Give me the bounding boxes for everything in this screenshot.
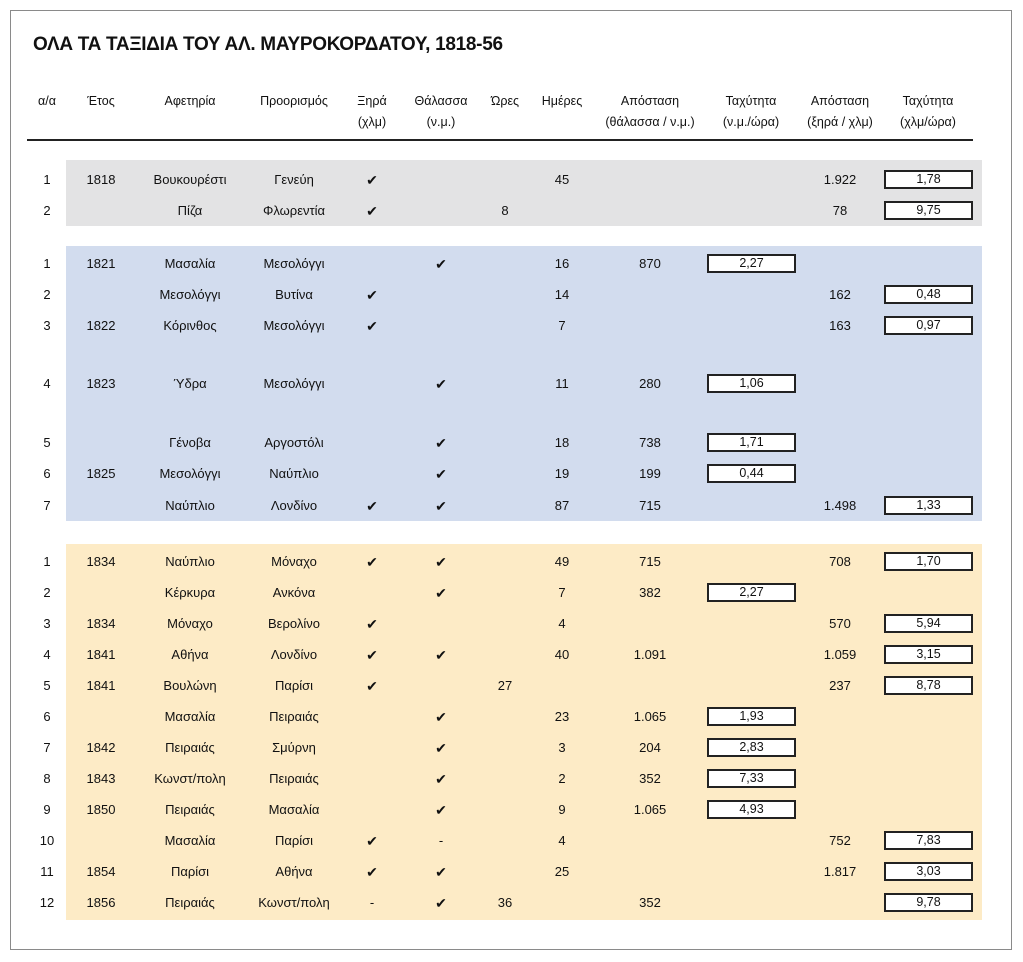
speed-box-land: 7,83 (884, 831, 973, 850)
column-header-line: α/α (38, 94, 56, 108)
cell-days: 45 (554, 172, 570, 187)
column-header-line: Έτος (87, 94, 115, 108)
checkmark-icon: ✔ (366, 833, 378, 849)
checkmark-icon: ✔ (435, 709, 447, 725)
cell-dist-sea: 204 (639, 740, 661, 755)
cell-aa: 1 (43, 172, 51, 187)
cell-dist-land: 1.817 (823, 864, 857, 879)
cell-year: 1834 (86, 616, 116, 631)
checkmark-icon: ✔ (435, 466, 447, 482)
cell-year: 1843 (86, 771, 116, 786)
cell-to: Φλωρεντία (262, 203, 326, 218)
speed-box-land: 3,15 (884, 645, 973, 664)
cell-from: Βουλώνη (163, 678, 217, 693)
speed-box-land: 5,94 (884, 614, 973, 633)
cell-from: Πειραιάς (165, 802, 215, 817)
cell-aa: 4 (43, 647, 51, 662)
column-header-line: (θάλασσα / ν.μ.) (605, 115, 695, 129)
speed-box-land: 1,78 (884, 170, 973, 189)
checkmark-icon: ✔ (435, 256, 447, 272)
speed-box-land: 1,70 (884, 552, 973, 571)
cell-hours: 27 (497, 678, 513, 693)
column-header-year (87, 91, 115, 112)
cell-year: 1850 (86, 802, 116, 817)
cell-dist-land: 237 (829, 678, 851, 693)
checkmark-icon: ✔ (366, 203, 378, 219)
cell-days: 11 (555, 376, 569, 391)
cell-dist-sea: 870 (639, 256, 661, 271)
cell-aa: 9 (43, 802, 51, 817)
cell-dist-sea: 715 (639, 554, 661, 569)
speed-box-land: 9,75 (884, 201, 973, 220)
column-header-speed_land (900, 91, 956, 133)
speed-box-sea: 2,27 (707, 254, 796, 273)
cell-days: 4 (558, 833, 566, 848)
checkmark-icon: ✔ (366, 554, 378, 570)
cell-to: Μεσολόγγι (263, 318, 325, 333)
cell-aa: 7 (43, 498, 51, 513)
cell-days: 16 (554, 256, 570, 271)
cell-days: 14 (554, 287, 570, 302)
speed-box-land: 9,78 (884, 893, 973, 912)
cell-from: Γένοβα (169, 435, 211, 450)
speed-box-land: 0,97 (884, 316, 973, 335)
speed-box-sea: 1,71 (707, 433, 796, 452)
checkmark-icon: ✔ (366, 287, 378, 303)
cell-from: Παρίσι (170, 864, 210, 879)
cell-days: 87 (554, 498, 570, 513)
cell-to: Πειραιάς (269, 709, 319, 724)
cell-to: Σμύρνη (272, 740, 316, 755)
column-header-line: (ν.μ./ώρα) (722, 115, 780, 129)
column-header-to (260, 91, 328, 112)
checkmark-icon: ✔ (435, 864, 447, 880)
cell-dist-land: 752 (829, 833, 851, 848)
column-header-from (164, 91, 215, 112)
cell-aa: 7 (43, 740, 51, 755)
column-header-line: Ταχύτητα (725, 94, 777, 108)
cell-dist-sea: 1.065 (633, 802, 667, 817)
cell-dist-land: 1.498 (823, 498, 857, 513)
cell-to: Βερολίνο (268, 616, 320, 631)
column-header-line: Αφετηρία (164, 94, 216, 108)
column-header-line: (ν.μ.) (426, 115, 456, 129)
speed-box-sea: 7,33 (707, 769, 796, 788)
cell-from: Μεσολόγγι (159, 466, 221, 481)
cell-from: Ύδρα (173, 376, 207, 391)
cell-to: Μόναχο (271, 554, 317, 569)
checkmark-icon: ✔ (435, 585, 447, 601)
cell-aa: 10 (39, 833, 55, 848)
cell-to: Μεσολόγγι (263, 256, 325, 271)
checkmark-icon: ✔ (366, 498, 378, 514)
cell-days: 25 (554, 864, 570, 879)
cell-to: Μασαλία (268, 802, 320, 817)
cell-to: Ανκόνα (272, 585, 316, 600)
cell-days: 7 (558, 585, 566, 600)
checkmark-icon: ✔ (366, 678, 378, 694)
cell-year: 1856 (86, 895, 116, 910)
cell-days: 40 (554, 647, 570, 662)
column-header-line: (χλμ/ώρα) (900, 115, 956, 129)
cell-aa: 3 (43, 616, 51, 631)
cell-to: Κωνστ/πολη (258, 895, 330, 910)
column-header-land (357, 91, 386, 133)
column-header-line: Ημέρες (541, 94, 583, 108)
cell-dist-sea: 1.091 (633, 647, 667, 662)
column-header-dist_land (807, 91, 873, 133)
cell-hours: 36 (497, 895, 513, 910)
cell-dist-sea: 715 (639, 498, 661, 513)
speed-box-land: 8,78 (884, 676, 973, 695)
cell-sea: - (438, 833, 444, 848)
cell-days: 2 (558, 771, 566, 786)
cell-dist-sea: 352 (639, 895, 661, 910)
cell-to: Ναύπλιο (269, 466, 319, 481)
column-header-line: (χλμ) (357, 115, 387, 129)
cell-aa: 5 (43, 678, 51, 693)
cell-to: Πειραιάς (269, 771, 319, 786)
cell-hours: 8 (501, 203, 509, 218)
cell-dist-land: 1.059 (823, 647, 857, 662)
cell-dist-sea: 352 (639, 771, 661, 786)
checkmark-icon: ✔ (366, 318, 378, 334)
cell-aa: 2 (43, 287, 51, 302)
speed-box-sea: 1,06 (707, 374, 796, 393)
column-header-speed_sea (723, 91, 779, 133)
cell-aa: 12 (39, 895, 55, 910)
cell-to: Βυτίνα (275, 287, 313, 302)
checkmark-icon: ✔ (366, 172, 378, 188)
cell-year: 1841 (86, 678, 116, 693)
cell-aa: 2 (43, 585, 51, 600)
column-header-hours (491, 91, 519, 112)
cell-dist-land: 163 (829, 318, 851, 333)
cell-from: Ναύπλιο (165, 554, 215, 569)
column-header-line: Ξηρά (357, 94, 387, 108)
cell-dist-sea: 280 (639, 376, 661, 391)
cell-year: 1821 (86, 256, 116, 271)
cell-from: Μεσολόγγι (159, 287, 221, 302)
cell-from: Μασαλία (164, 709, 216, 724)
cell-from: Αθήνα (171, 647, 209, 662)
checkmark-icon: ✔ (435, 554, 447, 570)
cell-days: 3 (558, 740, 566, 755)
cell-dist-land: 708 (829, 554, 851, 569)
cell-days: 19 (554, 466, 570, 481)
cell-days: 49 (554, 554, 570, 569)
cell-to: Μεσολόγγι (263, 376, 325, 391)
cell-from: Μασαλία (164, 833, 216, 848)
column-header-line: Απόσταση (620, 94, 680, 108)
cell-from: Πίζα (177, 203, 203, 218)
speed-box-sea: 2,83 (707, 738, 796, 757)
checkmark-icon: ✔ (435, 435, 447, 451)
cell-to: Αργοστόλι (264, 435, 324, 450)
cell-to: Λονδίνο (270, 498, 318, 513)
cell-dist-land: 162 (829, 287, 851, 302)
cell-to: Λονδίνο (270, 647, 318, 662)
page-title: ΟΛΑ ΤΑ ΤΑΞΙΔΙΑ ΤΟΥ ΑΛ. ΜΑΥΡΟΚΟΡΔΑΤΟΥ, 1818-56 (33, 34, 503, 55)
cell-from: Βουκουρέστι (153, 172, 227, 187)
speed-box-land: 0,48 (884, 285, 973, 304)
cell-from: Κόρινθος (163, 318, 217, 333)
cell-dist-land: 1.922 (823, 172, 857, 187)
cell-dist-sea: 1.065 (633, 709, 667, 724)
column-header-dist_sea (605, 91, 694, 133)
speed-box-land: 1,33 (884, 496, 973, 515)
cell-aa: 2 (43, 203, 51, 218)
speed-box-sea: 1,93 (707, 707, 796, 726)
cell-from: Πειραιάς (165, 740, 215, 755)
checkmark-icon: ✔ (435, 740, 447, 756)
column-header-aa (38, 91, 56, 112)
cell-aa: 11 (40, 864, 54, 879)
cell-from: Ναύπλιο (165, 498, 215, 513)
cell-year: 1822 (86, 318, 116, 333)
cell-aa: 6 (43, 709, 51, 724)
column-header-line: Απόσταση (810, 94, 870, 108)
cell-to: Παρίσι (274, 678, 314, 693)
cell-days: 9 (558, 802, 566, 817)
header-rule (27, 139, 973, 141)
speed-box-sea: 2,27 (707, 583, 796, 602)
cell-dist-land: 570 (829, 616, 851, 631)
cell-to: Γενεύη (274, 172, 314, 187)
cell-from: Κωνστ/πολη (154, 771, 226, 786)
cell-days: 4 (558, 616, 566, 631)
checkmark-icon: ✔ (435, 376, 447, 392)
cell-year: 1842 (86, 740, 116, 755)
cell-year: 1834 (86, 554, 116, 569)
cell-aa: 6 (43, 466, 51, 481)
cell-from: Κέρκυρα (164, 585, 216, 600)
column-header-line: Προορισμός (260, 94, 328, 108)
cell-days: 7 (558, 318, 566, 333)
cell-year: 1823 (86, 376, 116, 391)
speed-box-sea: 0,44 (707, 464, 796, 483)
column-header-line: Θάλασσα (414, 94, 468, 108)
cell-aa: 4 (43, 376, 51, 391)
cell-year: 1825 (86, 466, 116, 481)
checkmark-icon: ✔ (435, 802, 447, 818)
column-header-days (542, 91, 583, 112)
checkmark-icon: ✔ (435, 895, 447, 911)
cell-aa: 1 (43, 256, 51, 271)
cell-aa: 5 (43, 435, 51, 450)
checkmark-icon: ✔ (435, 771, 447, 787)
column-header-sea (415, 91, 468, 133)
cell-days: 23 (554, 709, 570, 724)
cell-days: 18 (554, 435, 570, 450)
cell-from: Πειραιάς (165, 895, 215, 910)
cell-dist-sea: 738 (639, 435, 661, 450)
column-header-line: (ξηρά / χλμ) (807, 115, 873, 129)
cell-from: Μόναχο (167, 616, 213, 631)
speed-box-land: 3,03 (884, 862, 973, 881)
column-header-line: Ώρες (490, 94, 520, 108)
speed-box-sea: 4,93 (707, 800, 796, 819)
column-header-line: Ταχύτητα (902, 94, 954, 108)
cell-to: Παρίσι (274, 833, 314, 848)
checkmark-icon: ✔ (435, 498, 447, 514)
cell-dist-land: 78 (832, 203, 848, 218)
cell-year: 1818 (86, 172, 116, 187)
checkmark-icon: ✔ (366, 616, 378, 632)
cell-year: 1841 (86, 647, 116, 662)
cell-to: Αθήνα (275, 864, 313, 879)
cell-land: - (369, 895, 375, 910)
checkmark-icon: ✔ (366, 647, 378, 663)
cell-aa: 8 (43, 771, 51, 786)
cell-aa: 1 (43, 554, 51, 569)
cell-year: 1854 (86, 864, 116, 879)
cell-dist-sea: 199 (639, 466, 661, 481)
cell-from: Μασαλία (164, 256, 216, 271)
cell-dist-sea: 382 (639, 585, 661, 600)
checkmark-icon: ✔ (366, 864, 378, 880)
checkmark-icon: ✔ (435, 647, 447, 663)
cell-aa: 3 (43, 318, 51, 333)
